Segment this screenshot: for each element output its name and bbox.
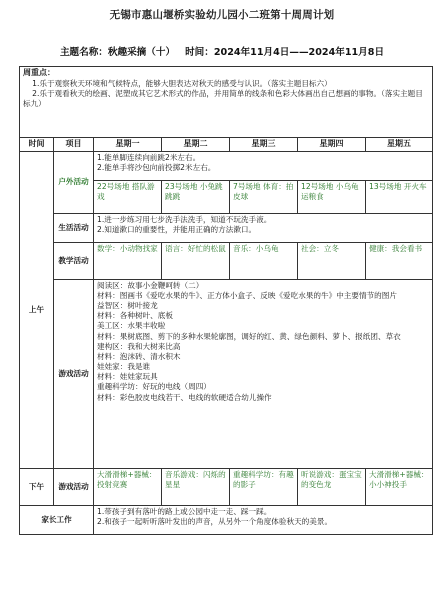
focus-cell: [20, 67, 433, 138]
weekly-plan-table: [19, 66, 433, 535]
header-day: 星期四: [298, 138, 366, 152]
header-item: 项目: [54, 138, 94, 152]
play-line: 材料：各种树叶、底板: [97, 311, 173, 321]
teach-day: 社会：立冬: [298, 242, 366, 279]
focus-row: [20, 67, 433, 138]
play-label: 游戏活动: [54, 279, 94, 468]
header-row: [20, 138, 433, 152]
pm-play-day: 重趣科学坊：有趣的影子: [230, 468, 298, 505]
outdoor-label: 户外活动: [54, 151, 94, 213]
play-line: 材料：图画书《爱吃水果的牛》、正方体小盒子、反映《爱吃水果的牛》中主要情节的图片: [97, 290, 397, 300]
outdoor-day: 12号场地 小乌龟运粮食: [298, 180, 366, 213]
pm-play-label: 游戏活动: [54, 468, 94, 505]
play-line: 阅读区：故事小金鞭呵转（二）: [97, 280, 204, 290]
focus-item: 1.乐于观察秋天环境和气候特点，能够大胆表达对秋天的感受与认识。（落实主题目标六）: [32, 78, 332, 88]
header-time: 时间: [20, 138, 54, 152]
focus-label: 周重点：: [23, 68, 55, 77]
time-label: 时间：2024年11月4日——2024年11月8日: [185, 47, 385, 58]
outdoor-day: 23号场地 小兔跳跳跳: [162, 180, 230, 213]
pm-play-day: 大滑滑梯+器械：小小神投手: [366, 468, 433, 505]
pm-play-row: [20, 468, 433, 505]
outdoor-goals-row: [20, 151, 433, 180]
page-title: 无锡市惠山堰桥实验幼儿园小二班第十周周计划: [109, 9, 335, 21]
home-content: [94, 505, 433, 534]
home-row: [20, 505, 433, 534]
header-day: 星期一: [94, 138, 162, 152]
play-line: 益智区：树叶接龙: [97, 301, 158, 311]
play-line: 材料：彩色胶皮电线若干、电线的软硬适合幼儿操作: [97, 392, 272, 402]
play-line: 材料：泡沫砖、清水积木: [97, 351, 181, 361]
header-day: 星期二: [162, 138, 230, 152]
outdoor-day: 22号场地 搭队游戏: [94, 180, 162, 213]
play-line: 美工区：水果丰收啦: [97, 321, 166, 331]
play-line: 建构区：我和大树来比高: [97, 341, 181, 351]
teach-day: 健康：我会看书: [366, 242, 433, 279]
life-content: [94, 213, 433, 242]
teach-day: 音乐：小乌龟: [230, 242, 298, 279]
outdoor-goals: [94, 151, 433, 180]
pm-play-day: 听说游戏：蛋宝宝的变色龙: [298, 468, 366, 505]
home-item: 1.带孩子到有落叶的路上或公园中走一走、踩一踩。: [97, 506, 272, 516]
play-line: 重趣科学坊：好玩的电线（周四）: [97, 382, 211, 392]
life-row: [20, 213, 433, 242]
theme-line: [0, 44, 444, 58]
play-content: [94, 279, 433, 468]
pm-play-day: 大滑滑梯+器械：投射竞赛: [94, 468, 162, 505]
life-item: 2.知道漱口的重要性，并能用正确的方法漱口。: [97, 224, 257, 234]
teach-label: 教学活动: [54, 242, 94, 279]
header-day: 星期三: [230, 138, 298, 152]
teach-row: [20, 242, 433, 279]
teach-day: 语言：好忙的松鼠: [162, 242, 230, 279]
life-label: 生活活动: [54, 213, 94, 242]
pm-play-day: 音乐游戏：闪烁的星星: [162, 468, 230, 505]
life-item: 1.进一步练习用七步洗手法洗手，知道不玩洗手液。: [97, 214, 272, 224]
header-day: 星期五: [366, 138, 433, 152]
home-label: 家长工作: [20, 505, 94, 534]
play-line: 材料：果树底图、剪下的多种水果轮廓图，调好的红、黄、绿色颜料、萝卜、报纸团、草衣: [97, 331, 401, 341]
home-item: 2.和孩子一起听听落叶发出的声音，从另外一个角度体验秋天的美景。: [97, 516, 333, 526]
focus-item: 2.乐于观看秋天的绘画、泥塑成其它艺术形式的作品，并用简单的线条和色彩大体画出自己想画的事物。（落实主题目标九）: [23, 88, 423, 109]
am-label: 上午: [20, 151, 54, 468]
play-line: 材料：娃娃家玩具: [97, 372, 158, 382]
theme-label: 主题名称：秋趣采摘（十）: [59, 47, 176, 58]
teach-day: 数学：小动物找家: [94, 242, 162, 279]
outdoor-goal: 1.能单脚连续向前跳2米左右。: [97, 152, 201, 162]
pm-label: 下午: [20, 468, 54, 505]
outdoor-day: 7号场地 体育：拍皮球: [230, 180, 298, 213]
play-line: 娃娃家：我是谁: [97, 362, 151, 372]
outdoor-day: 13号场地 开火车: [366, 180, 433, 213]
outdoor-goal: 2.能单手将沙包向前投掷2米左右。: [97, 162, 216, 172]
play-row: [20, 279, 433, 468]
